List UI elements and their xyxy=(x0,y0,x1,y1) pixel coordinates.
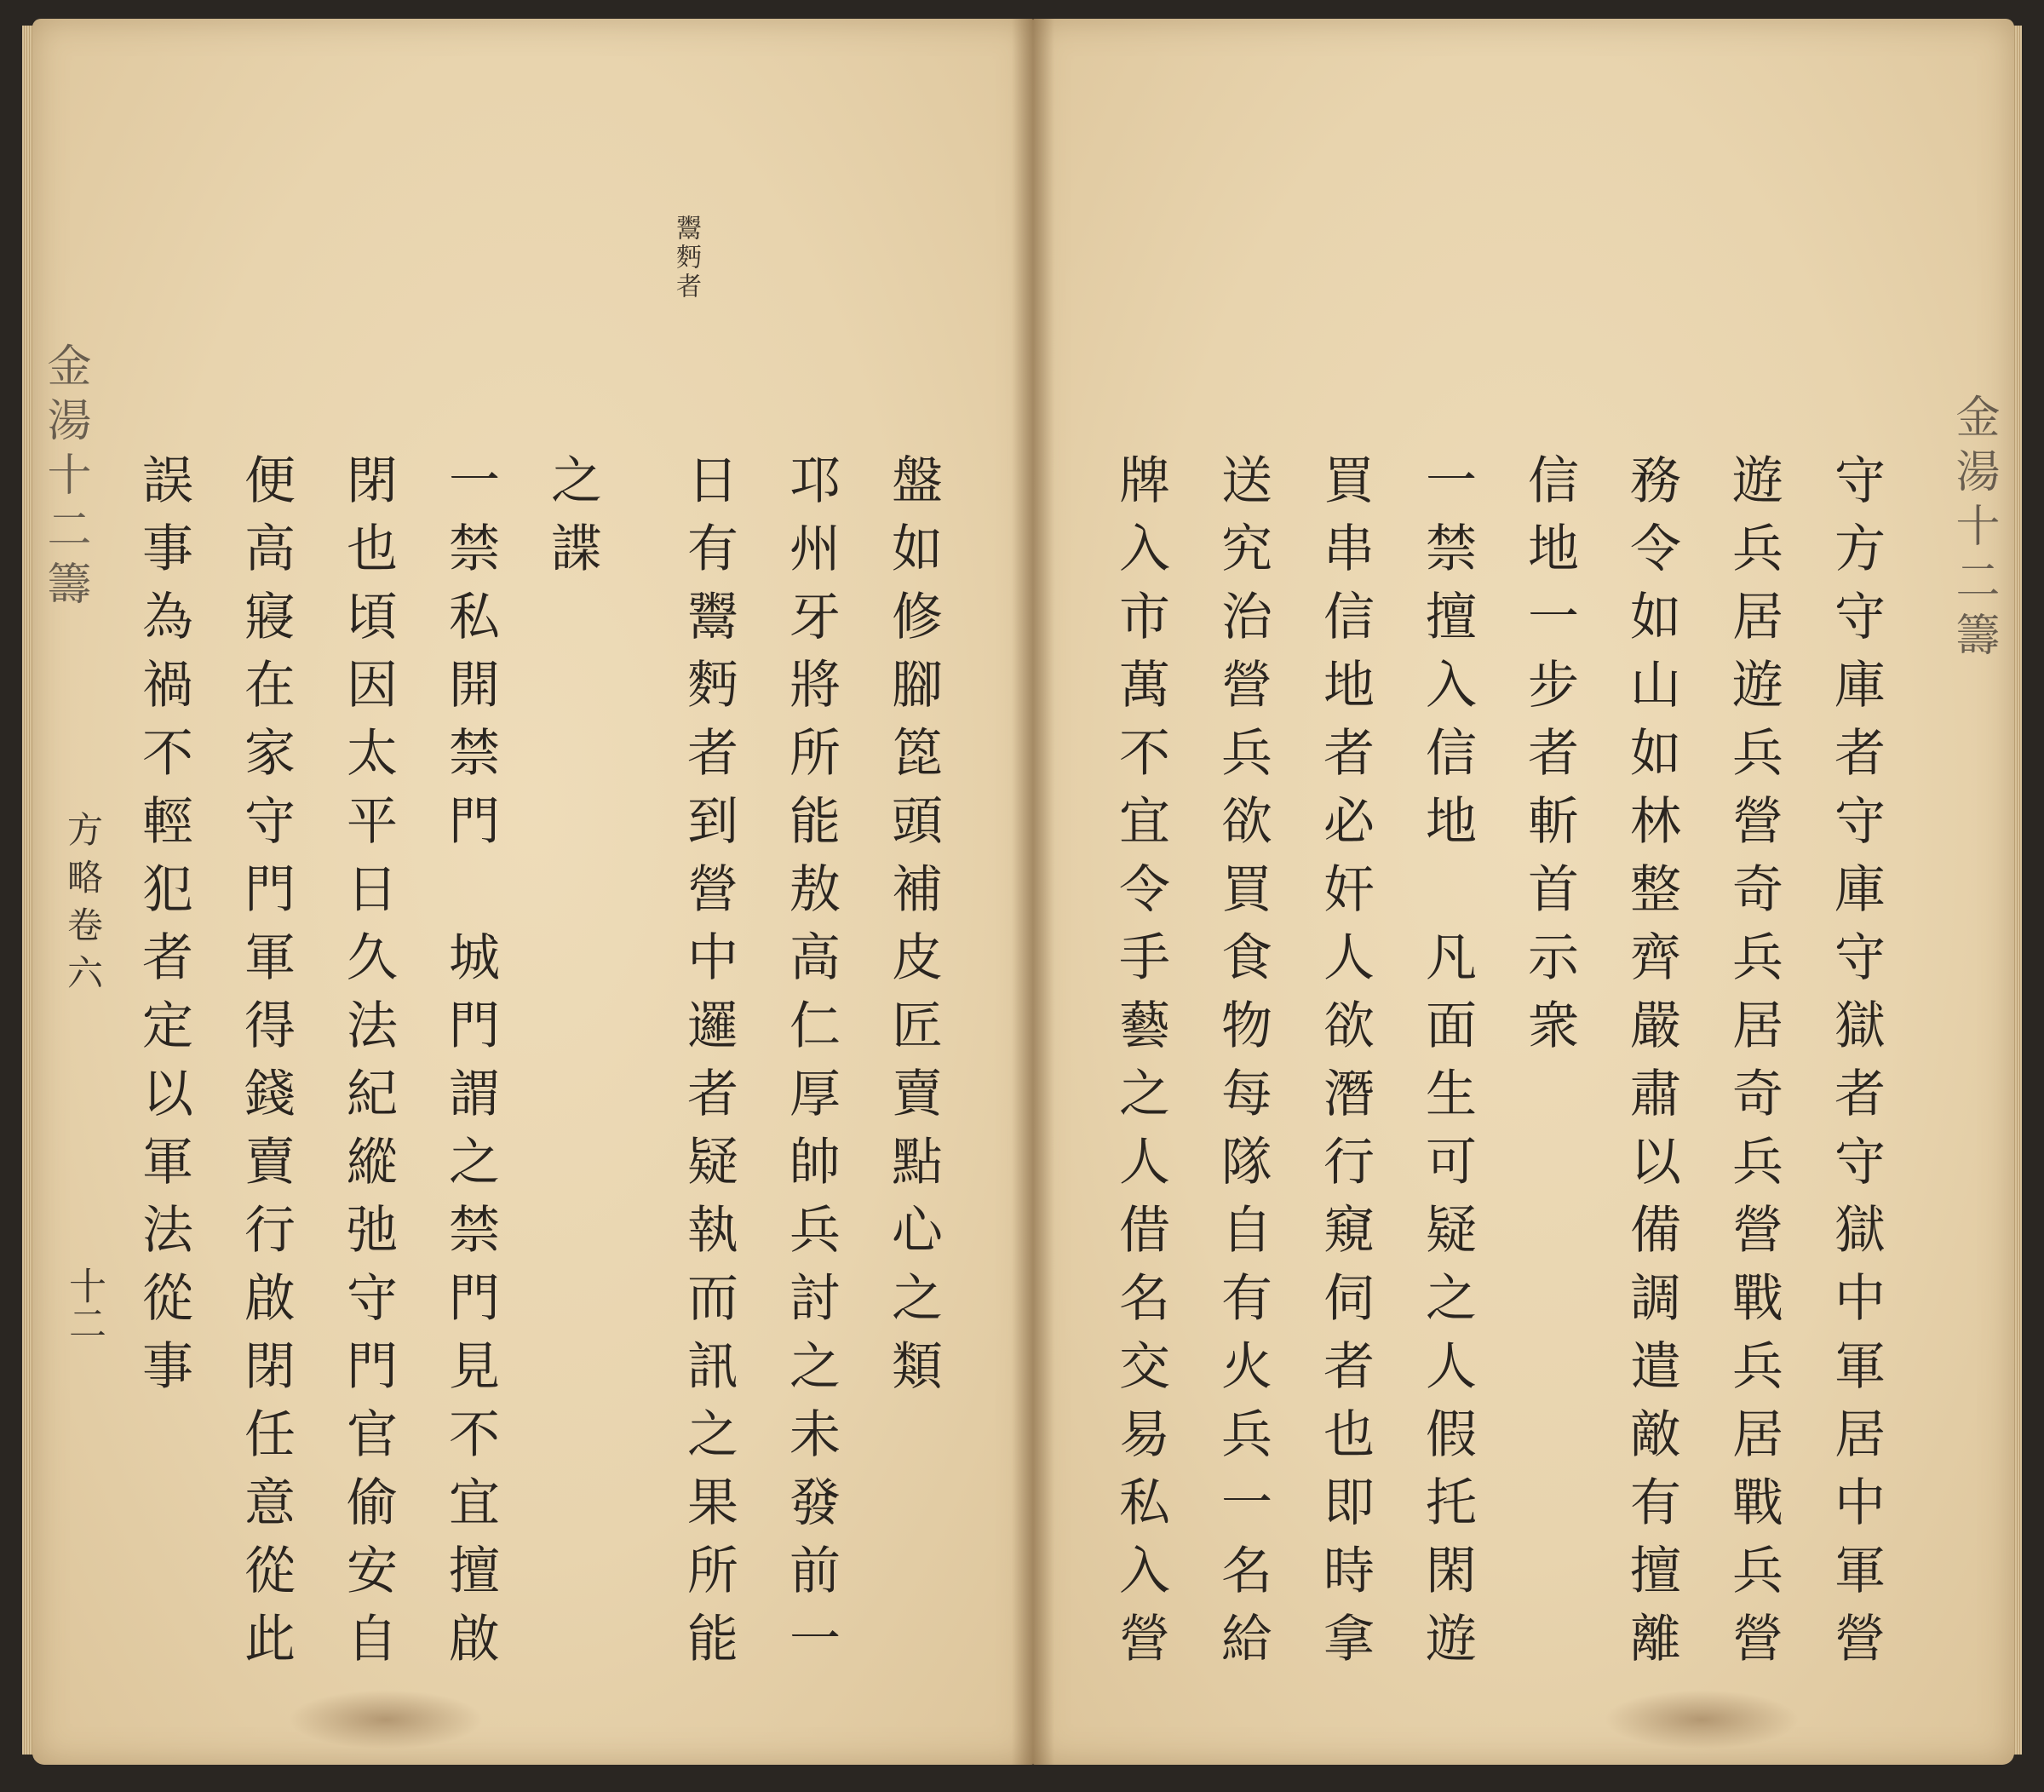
left-column-1: 盤如修腳箆頭補皮匠賣點心之類 xyxy=(883,453,943,1407)
right-column-6: 買串信地者必奸人欲潛行窺伺者也即時拿 xyxy=(1315,453,1375,1680)
left-column-2: 邛州牙將所能敖高仁厚帥兵討之未發前一 xyxy=(781,453,841,1680)
left-column-8: 誤事為禍不輕犯者定以軍法從事 xyxy=(134,453,193,1407)
left-column-4: 之諜 xyxy=(543,453,602,589)
right-page xyxy=(1033,19,2014,1765)
left-margin-title: 金湯十二籌 xyxy=(39,342,90,615)
left-margin-subtitle: 方略卷六 xyxy=(62,811,104,1002)
right-column-7: 送究治營兵欲買食物每隊自有火兵一名給 xyxy=(1213,453,1272,1680)
left-column-6: 閉也頃因太平日久法紀縱弛守門官偷安自 xyxy=(338,453,398,1680)
right-column-2: 遊兵居遊兵營奇兵居奇兵營戰兵居戰兵營 xyxy=(1724,453,1783,1680)
right-column-4: 信地一步者斬首示衆 xyxy=(1519,453,1579,1066)
left-column-3: 日有鬻麪者到營中邏者疑執而訊之果所能 xyxy=(679,453,738,1680)
right-column-1: 守方守庫者守庫守獄者守獄中軍居中軍營 xyxy=(1826,453,1886,1680)
right-page-stain xyxy=(1604,1690,1800,1749)
book-gutter xyxy=(1012,19,1054,1765)
left-page-stain xyxy=(288,1690,484,1749)
left-interlinear-note: 鬻麪者 xyxy=(671,215,701,302)
left-column-7: 便高寢在家守門軍得錢賣行啟閉任意從此 xyxy=(236,453,296,1680)
right-column-8: 牌入市萬不宜令手藝之人借名交易私入營 xyxy=(1111,453,1170,1680)
left-page xyxy=(32,19,1033,1765)
right-column-3: 務令如山如林整齊嚴肅以備調遣敵有擅離 xyxy=(1622,453,1681,1680)
left-column-5: 一禁私開禁門 城門謂之禁門見不宜擅啟 xyxy=(440,453,500,1680)
right-margin-title: 金湯十二籌 xyxy=(1948,393,1999,666)
left-folio: 十二 xyxy=(62,1266,106,1341)
right-column-5: 一禁擅入信地 凡面生可疑之人假托閑遊 xyxy=(1417,453,1477,1680)
